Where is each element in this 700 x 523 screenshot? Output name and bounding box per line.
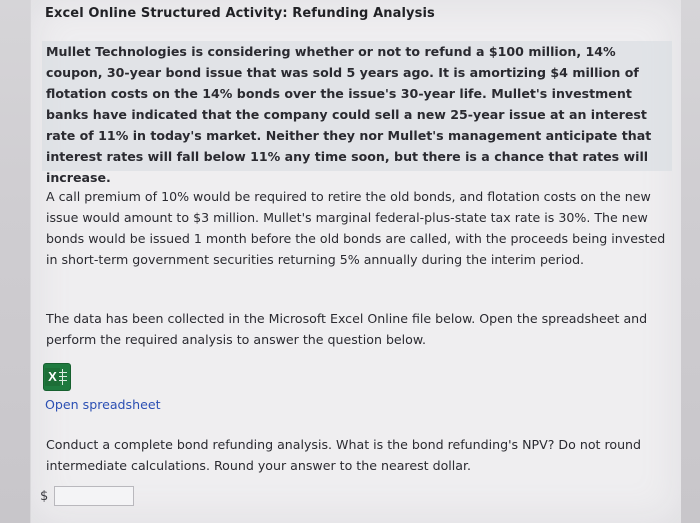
open-spreadsheet-link[interactable]: Open spreadsheet — [45, 397, 161, 412]
currency-symbol: $ — [40, 488, 49, 504]
problem-paragraph-2: A call premium of 10% would be required to retire the old bonds, and flotation costs on the new issue would amount to $3 million. Mullet's marginal federal-plus-state tax rate is 30%. The new bonds would be issued 1 month before the old bonds are called, with the proceeds being invested in short-term government securities returning 5% annually during the interim period. — [46, 189, 666, 267]
excel-icon[interactable] — [44, 364, 70, 390]
question-paragraph: Conduct a complete bond refunding analysis. What is the bond refunding's NPV? Do not round intermediate calculations. Round your answer to the nearest dollar. — [46, 437, 642, 473]
excel-icon-letter: X — [45, 368, 60, 386]
npv-answer-input[interactable] — [54, 486, 134, 506]
spreadsheet-grid-icon — [59, 369, 67, 385]
problem-paragraph-1: Mullet Technologies is considering whether or not to refund a $100 million, 14% coupon, 30-year bond issue that was sold 5 years ago. It is amortizing $4 million of flotation costs on the 14% bonds over the issue's 30-year life. Mullet's investment banks have indicated that the company could sell a new 25-year issue at an interest rate of 11% in today's market. Neither they nor Mullet's management anticipate that interest rates will fall below 11% any time soon, but there is a chance that rates will increase. — [42, 41, 672, 171]
instructions-paragraph: The data has been collected in the Microsoft Excel Online file below. Open the spreadsheet and perform the required analysis to answer the question below. — [46, 311, 648, 347]
activity-title: Excel Online Structured Activity: Refunding Analysis — [45, 6, 435, 21]
answer-row — [40, 484, 134, 508]
